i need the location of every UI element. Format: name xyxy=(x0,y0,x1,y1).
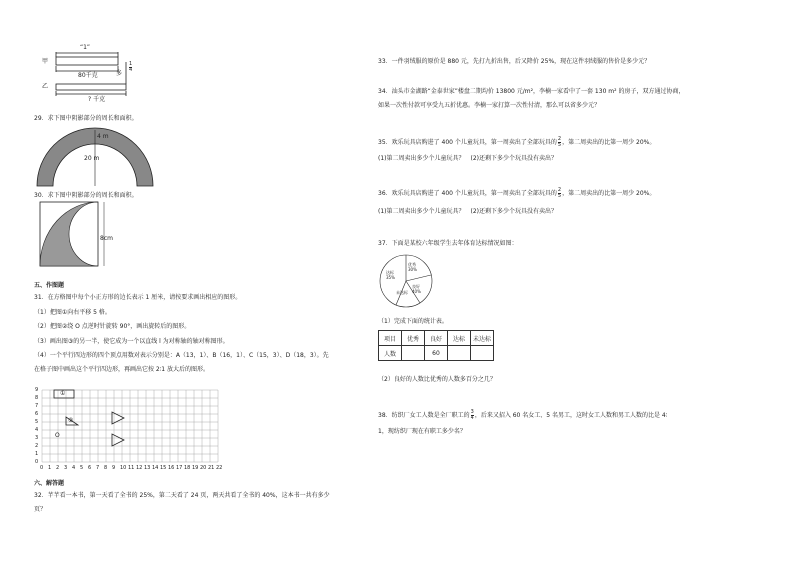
table-header-cell: 良好 xyxy=(425,331,448,346)
label-question-kg: ? 千克 xyxy=(88,96,106,103)
table-header-cell: 优秀 xyxy=(402,331,425,346)
pie-label-fail: 未达标 xyxy=(396,290,408,295)
grid-x-label: 20 xyxy=(200,465,207,471)
q31-line-6: 在格子图中画出这个平行四边形，再画出它按 2∶1 放大后的图形。 xyxy=(34,366,210,373)
table-header-row xyxy=(379,331,494,346)
grid-x-label: 14 xyxy=(152,465,159,471)
grid-mark-1: ① xyxy=(60,390,66,397)
q31-line-2: （1）把图①向右平移 5 格。 xyxy=(34,309,111,316)
q32-line-1: 32．芊芊看一本书，第一天看了全书的 25%，第二天看了 24 页，两天共看了全书的 40%，这本书一共有多少 xyxy=(34,492,330,499)
q33-text: 33．一件羽绒服的原价是 880 元，先打九折出售，后又降价 25%，现在这件羽绒服的售价是多少元？ xyxy=(378,58,651,65)
grid-x-label: 5 xyxy=(80,465,84,471)
q36-line-2: (1)第二周卖出多少个儿童玩具？ (2)还剩下多少个玩具没有卖出？ xyxy=(378,208,557,215)
q32-line-2: 页？ xyxy=(34,506,47,513)
grid-x-label: 17 xyxy=(176,465,183,471)
grid-x-label: 21 xyxy=(208,465,215,471)
grid-y-label: 7 xyxy=(35,403,39,409)
q31-line-3: （2）把图②绕 O 点逆时针旋转 90°，画出旋转后的图形。 xyxy=(34,323,191,330)
q35-line-2: (1)第二周卖出多少个儿童玩具？ (2)还剩下多少个玩具没有卖出？ xyxy=(378,155,557,162)
q30-text: 30．求下图中阴影部分的周长和面积。 xyxy=(34,192,138,199)
grid-x-label: 19 xyxy=(192,465,199,471)
grid-mark-2: ② xyxy=(68,417,74,424)
grid-y-label: 6 xyxy=(35,411,39,417)
table-cell: 60 xyxy=(425,346,448,361)
grid-x-label: 15 xyxy=(160,465,167,471)
label-80kg: 80千克 xyxy=(78,72,98,79)
grid-x-label: 7 xyxy=(96,465,100,471)
section-6-title: 六、解答题 xyxy=(34,480,65,487)
table-cell xyxy=(402,346,425,361)
q29-r2: 20 m xyxy=(84,155,100,162)
q38-line-2: 1，现纺织厂现在有职工多少名？ xyxy=(378,428,466,435)
q29-text: 29．求下图中阴影部分的周长和面积。 xyxy=(34,115,138,122)
grid-x-label: 22 xyxy=(216,465,223,471)
grid-x-label: 9 xyxy=(112,465,116,471)
grid-y-label: 3 xyxy=(35,435,39,441)
pie-label-excellent: 优秀 30% xyxy=(408,262,417,272)
pie-chart xyxy=(380,255,432,307)
label-jia: 甲 xyxy=(42,58,49,65)
fraction-one-quarter: $\frac{1}{4}$ xyxy=(129,61,133,73)
square-shaded-figure xyxy=(40,202,104,266)
grid-shapes xyxy=(54,390,124,446)
stats-table xyxy=(378,330,494,361)
label-one: “1” xyxy=(80,44,91,51)
pie-label-good: 良好 40% xyxy=(412,284,421,294)
table-cell xyxy=(471,346,494,361)
grid-y-label: 4 xyxy=(35,427,39,433)
q34-line-2: 如果一次性付款可享受九五折优惠。李楠一家打算一次性付清，那么可以省多少元？ xyxy=(378,102,601,109)
grid-mark-o: O xyxy=(55,432,60,439)
grid-y-label: 0 xyxy=(35,459,39,465)
table-row xyxy=(379,346,494,361)
grid-y-label: 2 xyxy=(35,443,39,449)
q31-line-4: （3）画出图③的另一半，使它成为一个以直线 l 为对称轴的轴对称图形。 xyxy=(34,338,229,345)
table-header-cell: 未达标 xyxy=(471,331,494,346)
pie-label-pass: 达标 35% xyxy=(386,270,395,280)
grid-x-label: 18 xyxy=(184,465,191,471)
q36-fraction: $\frac{2}{5}$ xyxy=(557,187,562,199)
table-header-cell: 项目 xyxy=(379,331,402,346)
table-header-cell: 达标 xyxy=(448,331,471,346)
q31-line-5: （4）一个平行四边形的四个顶点用数对表示分别是：A（13，1）、B（16，1）、C（15，3）、D（18，3）。先 xyxy=(34,352,329,359)
grid-y-label: 9 xyxy=(35,387,39,393)
label-yi: 乙 xyxy=(42,83,49,90)
q38-fraction: $\frac{3}{4}$ xyxy=(470,409,474,421)
grid-x-label: 1 xyxy=(48,465,52,471)
coordinate-grid xyxy=(42,390,218,462)
grid-x-label: 10 xyxy=(120,465,127,471)
section-5-title: 五、作图题 xyxy=(34,282,65,289)
grid-x-label: 0 xyxy=(40,465,44,471)
q37-part-2: （2）良好的人数比优秀的人数多百分之几？ xyxy=(378,376,496,383)
q38-line-1: 38．纺织厂女工人数是全厂职工的 $\frac{3}{4}$ ，后来又招入 60 名女工、5 名男工，这时女工人数和男工人数的比是 4∶ xyxy=(378,409,668,421)
grid-x-label: 8 xyxy=(104,465,108,471)
grid-y-label: 8 xyxy=(35,395,39,401)
grid-x-label: 2 xyxy=(56,465,60,471)
grid-x-label: 11 xyxy=(128,465,135,471)
grid-x-label: 3 xyxy=(64,465,68,471)
q36-line-1: 36．欢乐玩具店购进了 400 个儿童玩具，第一周卖出了全部玩具的 $\frac{2}{5}$ ，第二周卖出的比第一周少 20%。 xyxy=(378,187,656,199)
q34-line-1: 34．汕头市金湖路“金泰世家”楼盘二期均价 13800 元/m²，李楠一家看中了一套 130 m² 的房子，双方通过协商， xyxy=(378,88,685,95)
table-cell xyxy=(448,346,471,361)
grid-y-label: 5 xyxy=(35,419,39,425)
q29-r1: 4 m xyxy=(97,133,109,140)
grid-y-label: 1 xyxy=(35,451,39,457)
q37-part-1: （1）完成下面的统计表。 xyxy=(378,318,448,325)
grid-x-label: 16 xyxy=(168,465,175,471)
q37-text: 37．下面是某校六年级学生去年体育达标情况如图： xyxy=(378,240,518,247)
q31-line-1: 31．在方格图中每个小正方形的边长表示 1 厘米，请按要求画出相应的图形。 xyxy=(34,294,242,301)
label-more: 多 xyxy=(116,70,123,77)
grid-x-label: 6 xyxy=(88,465,92,471)
q30-side: 8cm xyxy=(100,235,113,242)
table-row-label: 人数 xyxy=(379,346,402,361)
grid-x-label: 12 xyxy=(136,465,143,471)
grid-x-label: 4 xyxy=(72,465,76,471)
q35-fraction: $\frac{2}{5}$ xyxy=(557,136,562,148)
q35-line-1: 35．欢乐玩具店购进了 400 个儿童玩具，第一周卖出了全部玩具的 $\frac{2}{5}$ ，第二周卖出的比第一周少 20%。 xyxy=(378,136,656,148)
grid-x-label: 13 xyxy=(144,465,151,471)
